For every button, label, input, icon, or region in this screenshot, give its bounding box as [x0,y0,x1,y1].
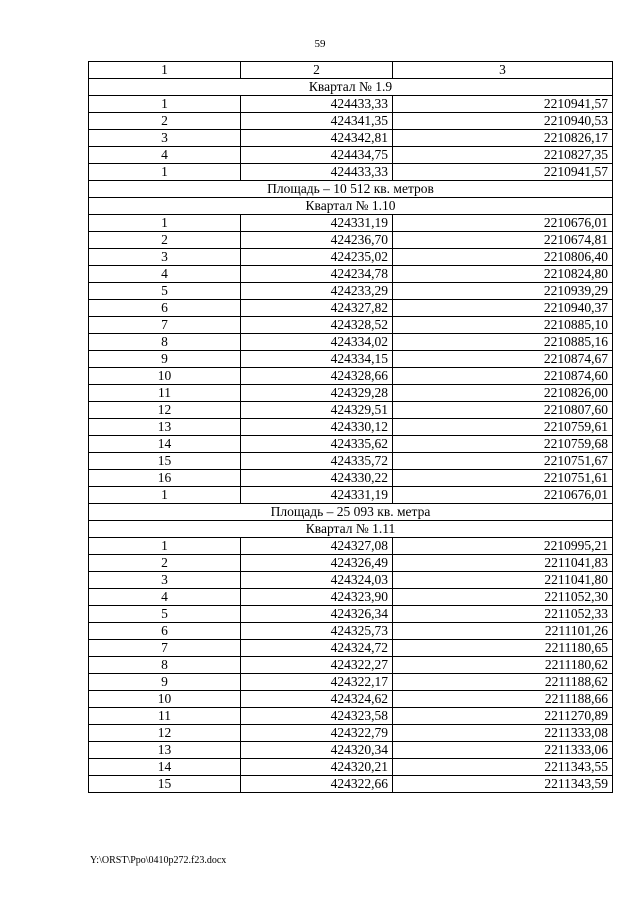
point-number: 4 [89,147,241,164]
coordinate-y: 2210940,53 [393,113,613,130]
section-label: Квартал № 1.10 [89,198,613,215]
table-header-row [89,62,613,79]
table-row [89,317,613,334]
coordinate-y: 2210676,01 [393,215,613,232]
coordinate-x: 424325,73 [241,623,393,640]
table-row [89,334,613,351]
coordinate-y: 2210941,57 [393,96,613,113]
point-number: 12 [89,725,241,742]
coordinate-x: 424323,58 [241,708,393,725]
coordinate-y: 2210759,61 [393,419,613,436]
coordinate-y: 2211041,83 [393,555,613,572]
point-number: 3 [89,572,241,589]
coordinate-x: 424334,15 [241,351,393,368]
point-number: 12 [89,402,241,419]
table-row [89,164,613,181]
table-row [89,759,613,776]
coordinate-y: 2211052,33 [393,606,613,623]
coordinate-x: 424329,51 [241,402,393,419]
section-row [89,181,613,198]
coordinate-y: 2210751,61 [393,470,613,487]
coordinate-y: 2210885,10 [393,317,613,334]
coordinate-y: 2210827,35 [393,147,613,164]
point-number: 15 [89,776,241,793]
page-number: 59 [314,38,326,50]
coordinate-y: 2210676,01 [393,487,613,504]
coordinate-x: 424335,72 [241,453,393,470]
coordinate-y: 2210940,37 [393,300,613,317]
point-number: 2 [89,555,241,572]
coordinate-y: 2211101,26 [393,623,613,640]
table-row [89,555,613,572]
coordinate-x: 424234,78 [241,266,393,283]
point-number: 7 [89,317,241,334]
coordinate-y: 2211180,65 [393,640,613,657]
point-number: 16 [89,470,241,487]
coordinate-y: 2210824,80 [393,266,613,283]
coordinate-x: 424322,79 [241,725,393,742]
coordinate-y: 2211333,08 [393,725,613,742]
coordinate-y: 2210826,00 [393,385,613,402]
point-number: 10 [89,368,241,385]
point-number: 14 [89,436,241,453]
coordinate-y: 2210806,40 [393,249,613,266]
coordinate-y: 2211188,62 [393,674,613,691]
section-label: Площадь – 25 093 кв. метра [89,504,613,521]
point-number: 1 [89,538,241,555]
point-number: 5 [89,283,241,300]
table-row [89,453,613,470]
coordinate-x: 424342,81 [241,130,393,147]
point-number: 8 [89,334,241,351]
table-row [89,640,613,657]
table-row [89,725,613,742]
coordinate-x: 424327,82 [241,300,393,317]
point-number: 13 [89,419,241,436]
table-row [89,742,613,759]
table-row [89,589,613,606]
table-row [89,691,613,708]
column-header-1: 1 [89,62,241,79]
coordinate-x: 424322,27 [241,657,393,674]
coordinate-x: 424433,33 [241,96,393,113]
coordinate-x: 424235,02 [241,249,393,266]
coordinate-y: 2211188,66 [393,691,613,708]
point-number: 1 [89,96,241,113]
coordinate-x: 424329,28 [241,385,393,402]
coordinate-y: 2211343,59 [393,776,613,793]
table-row [89,368,613,385]
coordinate-x: 424324,03 [241,572,393,589]
column-header-3: 3 [393,62,613,79]
table-row [89,283,613,300]
coordinate-x: 424326,34 [241,606,393,623]
table-row [89,215,613,232]
point-number: 14 [89,759,241,776]
table-row [89,300,613,317]
table-row [89,385,613,402]
coordinate-x: 424323,90 [241,589,393,606]
table-row [89,708,613,725]
section-row [89,521,613,538]
coordinate-x: 424233,29 [241,283,393,300]
coordinate-x: 424328,52 [241,317,393,334]
coordinate-y: 2210885,16 [393,334,613,351]
section-row [89,504,613,521]
coordinate-x: 424330,12 [241,419,393,436]
coordinate-y: 2210807,60 [393,402,613,419]
coordinate-y: 2211041,80 [393,572,613,589]
coordinate-x: 424330,22 [241,470,393,487]
coordinate-x: 424335,62 [241,436,393,453]
table-row [89,130,613,147]
coordinate-x: 424328,66 [241,368,393,385]
coordinate-y: 2210826,17 [393,130,613,147]
coordinate-x: 424320,21 [241,759,393,776]
table-row [89,419,613,436]
coordinate-y: 2210874,67 [393,351,613,368]
coordinate-y: 2211180,62 [393,657,613,674]
column-header-2: 2 [241,62,393,79]
coordinate-y: 2211270,89 [393,708,613,725]
coordinate-y: 2211333,06 [393,742,613,759]
section-label: Квартал № 1.9 [89,79,613,96]
point-number: 1 [89,164,241,181]
section-row [89,79,613,96]
point-number: 13 [89,742,241,759]
point-number: 7 [89,640,241,657]
table-row [89,572,613,589]
point-number: 8 [89,657,241,674]
coordinate-y: 2210874,60 [393,368,613,385]
table-row [89,436,613,453]
table-row [89,470,613,487]
table-row [89,232,613,249]
table-row [89,147,613,164]
table-row [89,96,613,113]
point-number: 15 [89,453,241,470]
coordinate-x: 424327,08 [241,538,393,555]
point-number: 9 [89,674,241,691]
table-row [89,776,613,793]
coordinate-x: 424334,02 [241,334,393,351]
coordinate-y: 2210941,57 [393,164,613,181]
coordinates-table-body [89,62,613,793]
table-row [89,674,613,691]
point-number: 4 [89,266,241,283]
coordinate-x: 424434,75 [241,147,393,164]
point-number: 1 [89,487,241,504]
table-row [89,657,613,674]
point-number: 6 [89,300,241,317]
coordinate-y: 2211343,55 [393,759,613,776]
coordinates-table [88,61,613,793]
coordinate-x: 424433,33 [241,164,393,181]
coordinate-x: 424331,19 [241,215,393,232]
coordinate-y: 2210995,21 [393,538,613,555]
coordinate-y: 2211052,30 [393,589,613,606]
point-number: 1 [89,215,241,232]
coordinate-x: 424341,35 [241,113,393,130]
coordinate-x: 424322,17 [241,674,393,691]
section-label: Квартал № 1.11 [89,521,613,538]
table-row [89,266,613,283]
table-row [89,351,613,368]
section-label: Площадь – 10 512 кв. метров [89,181,613,198]
table-row [89,402,613,419]
point-number: 5 [89,606,241,623]
point-number: 3 [89,130,241,147]
point-number: 11 [89,385,241,402]
coordinate-y: 2210674,81 [393,232,613,249]
table-row [89,487,613,504]
section-row [89,198,613,215]
table-row [89,113,613,130]
file-path-footer: Y:\ORST\Ppo\0410p272.f23.docx [90,855,227,866]
coordinate-y: 2210751,67 [393,453,613,470]
table-row [89,538,613,555]
coordinate-x: 424322,66 [241,776,393,793]
point-number: 2 [89,113,241,130]
coordinate-x: 424320,34 [241,742,393,759]
coordinate-x: 424324,72 [241,640,393,657]
table-row [89,249,613,266]
point-number: 6 [89,623,241,640]
point-number: 10 [89,691,241,708]
point-number: 9 [89,351,241,368]
table-row [89,606,613,623]
coordinate-y: 2210939,29 [393,283,613,300]
point-number: 2 [89,232,241,249]
coordinate-y: 2210759,68 [393,436,613,453]
point-number: 4 [89,589,241,606]
coordinate-x: 424331,19 [241,487,393,504]
coordinate-x: 424324,62 [241,691,393,708]
table-row [89,623,613,640]
coordinate-x: 424236,70 [241,232,393,249]
point-number: 3 [89,249,241,266]
coordinate-x: 424326,49 [241,555,393,572]
point-number: 11 [89,708,241,725]
